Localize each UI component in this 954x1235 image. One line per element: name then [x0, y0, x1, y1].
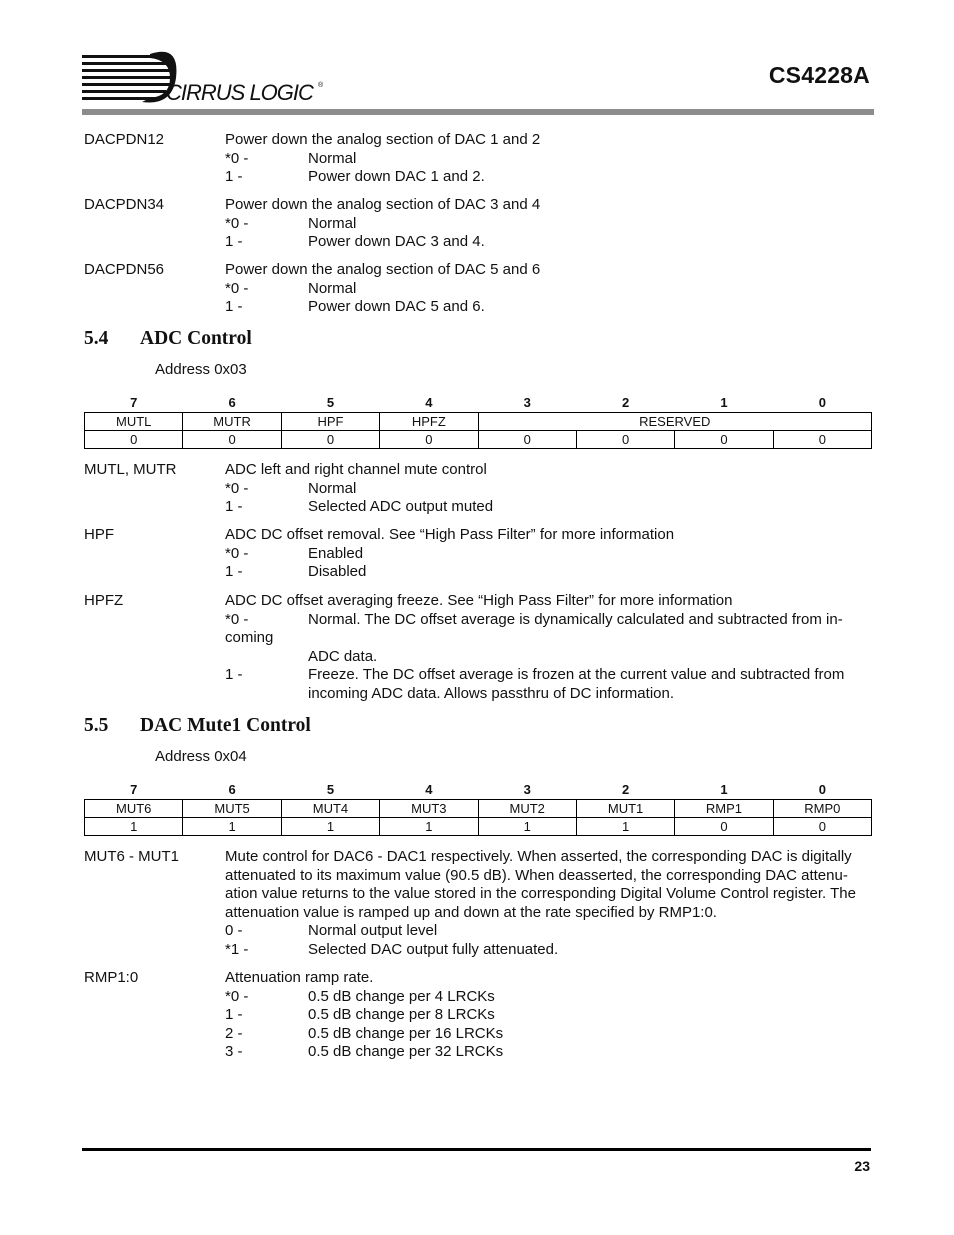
- option-text: Power down DAC 1 and 2.: [308, 168, 485, 186]
- option-text: Power down DAC 3 and 4.: [308, 233, 485, 251]
- bit-number: 5: [326, 781, 335, 797]
- option-text: Normal: [308, 279, 357, 297]
- option-text: Selected ADC output muted: [308, 498, 494, 516]
- option-text: 0.5 dB change per 4 LRCKs: [308, 987, 495, 1005]
- bit-name: MUT5: [183, 800, 281, 818]
- bit-name: MUT1: [576, 800, 674, 818]
- section-number: 5.5: [84, 715, 109, 736]
- option-value: *0 -: [225, 279, 249, 297]
- cirrus-logic-logo: [80, 48, 340, 110]
- option-value: *0 -: [225, 214, 249, 232]
- field-term: HPF: [84, 526, 114, 543]
- section-heading-adc-control: [84, 328, 252, 350]
- option-value: 2 -: [225, 1024, 243, 1042]
- bit-number-row: [85, 393, 872, 413]
- bit-default-row: [85, 431, 872, 449]
- option-text: 0.5 dB change per 16 LRCKs: [308, 1024, 504, 1042]
- bit-name: MUT2: [478, 800, 576, 818]
- bit-number: 2: [621, 781, 630, 797]
- option-value: 1 -: [225, 666, 243, 684]
- option-value: 1 -: [225, 233, 243, 251]
- bit-number: 6: [228, 781, 236, 797]
- option-text: Normal: [308, 214, 357, 232]
- bit-default: 0: [183, 431, 281, 449]
- bit-default: 0: [675, 431, 773, 449]
- bit-name-row: [85, 413, 872, 431]
- option-value: 1 -: [225, 498, 243, 516]
- option-value: *1 -: [225, 941, 249, 958]
- bit-number: 7: [130, 781, 138, 797]
- option-text: Selected DAC output fully attenuated.: [308, 941, 559, 958]
- field-term: DACPDN56: [84, 261, 165, 278]
- option-text: 0.5 dB change per 32 LRCKs: [308, 1043, 504, 1061]
- part-number: CS4228A: [768, 62, 870, 88]
- option-text: Disabled: [308, 563, 367, 581]
- bit-number: 0: [818, 394, 826, 410]
- section-heading-dac-mute1-control: [84, 715, 311, 737]
- field-description: ADC left and right channel mute control: [225, 461, 487, 478]
- field-term: MUT6 - MUT1: [84, 848, 179, 865]
- option-value: *0 -: [225, 149, 249, 167]
- header-divider: [82, 109, 874, 115]
- bit-number: 5: [326, 394, 335, 410]
- bit-number-row: [85, 780, 872, 800]
- option-value: *0 -: [225, 544, 249, 562]
- bit-default: 0: [773, 431, 871, 449]
- section-title: DAC Mute1 Control: [140, 715, 311, 736]
- option-text: Normal. The DC offset average is dynamically calculated and subtracted from in-: [308, 610, 843, 628]
- bit-number: 4: [425, 394, 433, 410]
- bit-default: 0: [85, 431, 183, 449]
- bit-number: 1: [720, 781, 728, 797]
- option-text: Normal: [308, 149, 357, 167]
- bit-default: 1: [576, 818, 674, 836]
- bit-number: 3: [523, 781, 531, 797]
- bit-number: 1: [720, 394, 728, 410]
- bit-name: HPF: [281, 413, 379, 431]
- bit-default: 0: [281, 431, 379, 449]
- option-text: Normal output level: [308, 922, 438, 940]
- field-term: MUTL, MUTR: [84, 461, 177, 478]
- bit-number: 4: [425, 781, 433, 797]
- bit-default: 1: [281, 818, 379, 836]
- register-table-adc-control: [84, 393, 872, 449]
- option-text: Freeze. The DC offset average is frozen at the current value and subtracted from incoming ADC data. Allows passthru of DC information.: [308, 666, 845, 702]
- bit-name: MUT6: [85, 800, 183, 818]
- register-table-dac-mute1-control: [84, 780, 872, 836]
- bit-default: 0: [478, 431, 576, 449]
- option-value: *0 -: [225, 987, 249, 1005]
- bit-default: 1: [380, 818, 478, 836]
- option-value: 3 -: [225, 1043, 243, 1061]
- bit-default: 1: [183, 818, 281, 836]
- option-text: Enabled: [308, 544, 364, 562]
- bit-name: MUT3: [380, 800, 478, 818]
- bit-default-row: [85, 818, 872, 836]
- field-term: DACPDN12: [84, 131, 165, 148]
- bit-name: RESERVED: [478, 413, 872, 431]
- bit-default: 0: [576, 431, 674, 449]
- registered-mark-icon: ®: [318, 82, 324, 89]
- bit-name: RMP0: [773, 800, 871, 818]
- bit-name: MUTR: [183, 413, 281, 431]
- option-text-wrap: coming: [225, 629, 274, 647]
- field-term: RMP1:0: [84, 969, 139, 986]
- bit-number: 2: [621, 394, 630, 410]
- bit-number: 6: [228, 394, 236, 410]
- option-value: *0 -: [225, 479, 249, 497]
- page-number: 23: [854, 1158, 870, 1174]
- field-description: Attenuation ramp rate.: [225, 969, 374, 986]
- field-description: Power down the analog section of DAC 1 and 2: [225, 131, 541, 148]
- brand-wordmark: CIRRUS LOGIC: [166, 80, 313, 105]
- section-title: ADC Control: [140, 328, 252, 349]
- bit-name: RMP1: [675, 800, 773, 818]
- field-term: HPFZ: [84, 592, 124, 609]
- bit-default: 0: [380, 431, 478, 449]
- bit-name-row: [85, 800, 872, 818]
- option-value: 0 -: [225, 922, 243, 940]
- option-value: 1 -: [225, 1006, 243, 1024]
- option-value: 1 -: [225, 298, 243, 316]
- section-number: 5.4: [84, 328, 109, 349]
- option-value: 1 -: [225, 168, 243, 186]
- bit-default: 1: [478, 818, 576, 836]
- field-description: Power down the analog section of DAC 5 and 6: [225, 261, 541, 278]
- option-text: 0.5 dB change per 8 LRCKs: [308, 1006, 495, 1024]
- field-term: DACPDN34: [84, 196, 165, 213]
- option-text: Normal: [308, 479, 357, 497]
- bit-default: 0: [675, 818, 773, 836]
- register-address: Address 0x03: [155, 361, 247, 378]
- field-description: Mute control for DAC6 - DAC1 respectively. When asserted, the corresponding DAC is digitally attenuated to its maximum value (90.5 dB). When deasserted, the corresponding DAC attenu- ation value returns to the value stored in the corresponding Digital Volume Control register. The attenuation value is ramped up and down at the rate specified by RMP1:0.: [225, 848, 856, 921]
- bit-number: 0: [818, 781, 826, 797]
- bit-number: 3: [523, 394, 531, 410]
- option-text: Power down DAC 5 and 6.: [308, 298, 485, 316]
- bit-default: 1: [85, 818, 183, 836]
- field-description: ADC DC offset removal. See “High Pass Filter” for more information: [225, 526, 675, 543]
- footer-divider: [82, 1148, 871, 1151]
- bit-name: HPFZ: [380, 413, 478, 431]
- option-value: 1 -: [225, 563, 243, 581]
- bit-name: MUT4: [281, 800, 379, 818]
- register-address: Address 0x04: [155, 748, 247, 765]
- field-description: ADC DC offset averaging freeze. See “High Pass Filter” for more information: [225, 592, 733, 609]
- bit-name: MUTL: [85, 413, 183, 431]
- field-description: Power down the analog section of DAC 3 and 4: [225, 196, 541, 213]
- option-text-continuation: ADC data.: [308, 647, 378, 665]
- option-value: *0 -: [225, 610, 249, 628]
- bit-default: 0: [773, 818, 871, 836]
- bit-number: 7: [130, 394, 138, 410]
